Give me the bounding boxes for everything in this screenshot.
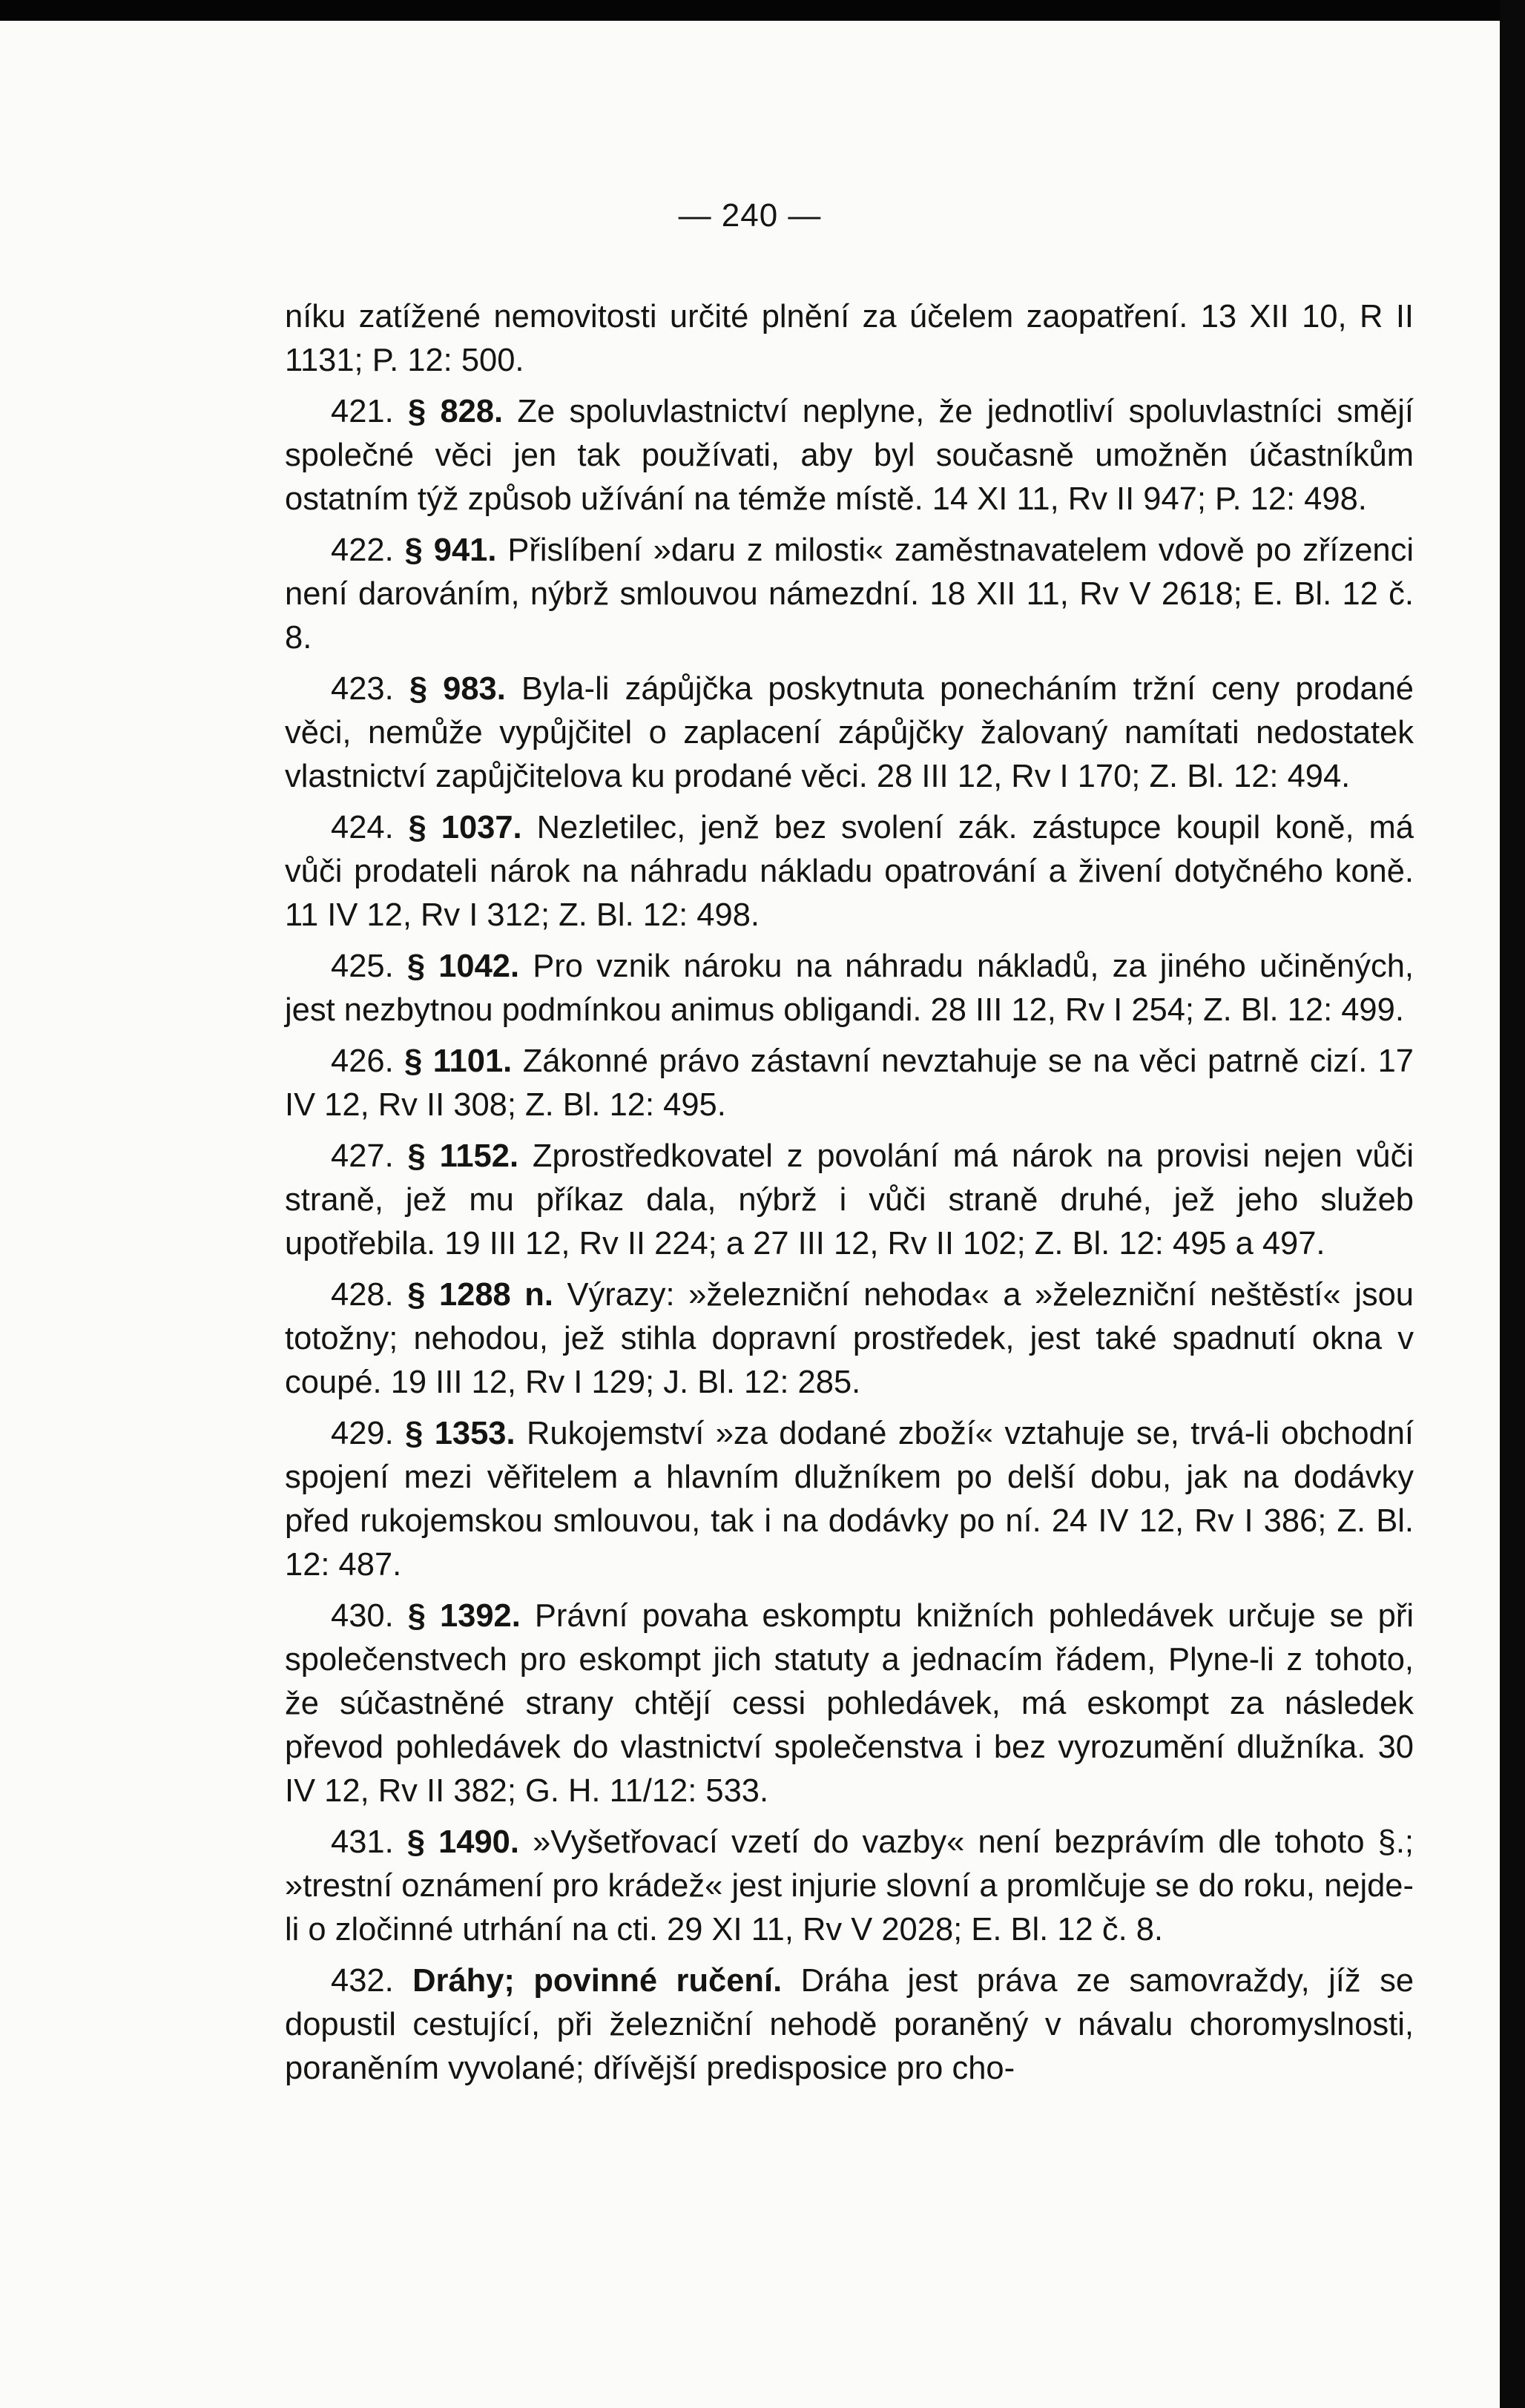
entry-section: § 828.: [407, 394, 504, 429]
entry-number: 425.: [331, 949, 394, 984]
entry-text: Byla-li zápůjčka poskytnuta ponecháním tržní ceny prodané věci, nemůže vypůjčitel o zaplacení zápůjčky žalovaný namítati nedostatek vlastnictví zapůjčitelova ku prodané věci. 28 III 12, Rv I 170; Z. Bl. 12: 494.: [285, 671, 1414, 794]
entry-number: 432.: [331, 1963, 394, 1999]
entry-text: Pro vznik nároku na náhradu nákladů, za jiného učiněných, jest nezbytnou podmínkou animus obligandi. 28 III 12, Rv I 254; Z. Bl. 12: 499.: [285, 949, 1414, 1028]
entry-text: níku zatížené nemovitosti určité plnění za účelem zaopatření. 13 XII 10, R II 1131; P. 12: 500.: [285, 299, 1414, 378]
entry-section: § 1288 n.: [407, 1277, 553, 1313]
entry-text: Výrazy: »železniční nehoda« a »železniční neštěstí« jsou totožny; nehodou, jež stihla dopravní prostředek, jest také spadnutí okna v coupé. 19 III 12, Rv I 129; J. Bl. 12: 285.: [285, 1277, 1414, 1400]
entry-430: [285, 1594, 1414, 1813]
entry-section: § 1392.: [407, 1598, 521, 1634]
page-number: — 240 —: [678, 197, 822, 234]
entry-section: Dráhy; povinné ručení.: [412, 1963, 783, 1999]
entry-number: 421.: [331, 394, 394, 429]
page-body: [285, 295, 1414, 2098]
entry-number: 430.: [331, 1598, 394, 1634]
entry-text: »Vyšetřovací vzetí do vazby« není bezprávím dle tohoto §.; »trestní oznámení pro krádež« jest injurie slovní a promlčuje se do roku, nejde-li o zločinné utrhání na cti. 29 XI 11, Rv V 2028; E. Bl. 12 č. 8.: [285, 1824, 1414, 1947]
entry-continuation: [285, 295, 1414, 383]
entry-section: § 983.: [409, 671, 506, 707]
entry-number: 422.: [331, 532, 394, 568]
entry-text: Nezletilec, jenž bez svolení zák. zástupce koupil koně, má vůči prodateli nárok na náhradu nákladu opatrování a živení dotyčného koně. 11 IV 12, Rv I 312; Z. Bl. 12: 498.: [285, 810, 1414, 933]
entry-number: 431.: [331, 1824, 394, 1860]
entry-number: 428.: [331, 1277, 394, 1313]
entry-section: § 1490.: [406, 1824, 519, 1860]
entry-426: [285, 1040, 1414, 1127]
entry-text: Rukojemství »za dodané zboží« vztahuje se, trvá-li obchodní spojení mezi věřitelem a hlavním dlužníkem po delší dobu, jak na dodávky před rukojemskou smlouvou, tak i na dodávky po ní. 24 IV 12, Rv I 386; Z. Bl. 12: 487.: [285, 1416, 1414, 1583]
entry-section: § 1101.: [404, 1043, 513, 1079]
entry-422: [285, 529, 1414, 660]
entry-text: Ze spoluvlastnictví neplyne, že jednotliví spoluvlastníci smějí společné věci jen tak používati, aby byl současně umožněn účastníkům ostatním týž způsob užívání na témže místě. 14 XI 11, Rv II 947; P. 12: 498.: [285, 394, 1414, 517]
entry-425: [285, 945, 1414, 1032]
scan-right-border: [1500, 0, 1525, 2408]
entry-number: 424.: [331, 810, 394, 845]
entry-section: § 1152.: [407, 1138, 519, 1174]
entry-number: 429.: [331, 1416, 394, 1451]
entry-section: § 1353.: [405, 1416, 516, 1451]
entry-section: § 1042.: [406, 949, 520, 984]
entry-423: [285, 667, 1414, 799]
entry-429: [285, 1412, 1414, 1587]
entry-424: [285, 806, 1414, 937]
entry-427: [285, 1135, 1414, 1266]
entry-text: Přislíbení »daru z milosti« zaměstnavatelem vdově po zřízenci není darováním, nýbrž smlouvou námezdní. 18 XII 11, Rv V 2618; E. Bl. 12 č. 8.: [285, 532, 1414, 656]
entry-421: [285, 390, 1414, 521]
entry-431: [285, 1821, 1414, 1952]
entry-number: 423.: [331, 671, 394, 707]
entry-text: Právní povaha eskomptu knižních pohledávek určuje se při společenstvech pro eskompt jich statuty a jednacím řádem, Plyne-li z tohoto, že súčastněné strany chtějí cessi pohledávek, má eskompt za následek převod pohledávek do vlastnictví společenstva i bez vyrozumění dlužníka. 30 IV 12, Rv II 382; G. H. 11/12: 533.: [285, 1598, 1414, 1809]
document-page: [0, 21, 1500, 2408]
scan-top-border: [0, 0, 1525, 21]
entry-text: Zákonné právo zástavní nevztahuje se na věci patrně cizí. 17 IV 12, Rv II 308; Z. Bl. 12: 495.: [285, 1043, 1414, 1123]
entry-number: 426.: [331, 1043, 394, 1079]
entry-text: Zprostředkovatel z povolání má nárok na provisi nejen vůči straně, jež mu příkaz dala, nýbrž i vůči straně druhé, jež jeho služeb upotřebila. 19 III 12, Rv II 224; a 27 III 12, Rv II 102; Z. Bl. 12: 495 a 497.: [285, 1138, 1414, 1261]
entry-432: [285, 1959, 1414, 2091]
entry-section: § 1037.: [408, 810, 522, 845]
entry-section: § 941.: [404, 532, 497, 568]
entry-number: 427.: [331, 1138, 394, 1174]
entry-428: [285, 1273, 1414, 1405]
entry-text: Dráha jest práva ze samovraždy, jíž se dopustil cestující, při železniční nehodě poraněný v návalu choromyslnosti, poraněním vyvolané; dřívější predisposice pro cho-: [285, 1963, 1414, 2086]
